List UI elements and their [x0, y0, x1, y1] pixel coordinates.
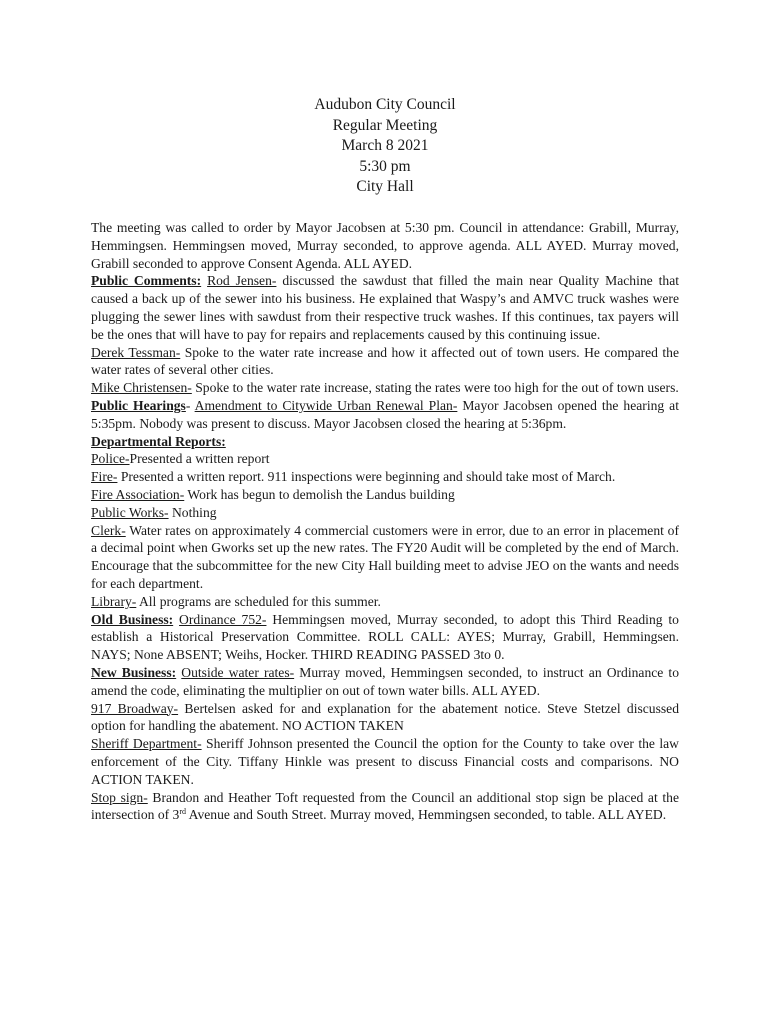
department-name: Library- [91, 593, 137, 609]
hearing-text: Mayor Jacobsen opened the hearing at 5:35pm. Nobody was present to discuss. Mayor Jacobsen closed the hearing at 5:36pm. [91, 397, 679, 431]
report-fire-association [91, 486, 679, 504]
department-name: Fire Association- [91, 486, 185, 502]
report-text: All programs are scheduled for this summer. [136, 593, 381, 609]
comment-text: Spoke to the water rate increase and how it affected out of town users. He compared the water rates of several other cities. [91, 344, 679, 378]
report-text: Work has begun to demolish the Landus building [184, 486, 455, 502]
hearing-item-label: Amendment to Citywide Urban Renewal Plan- [194, 397, 458, 413]
new-business-heading: New Business: [91, 664, 177, 680]
old-business-heading: Old Business: [91, 611, 174, 627]
public-hearings-paragraph [91, 397, 679, 433]
departmental-reports-heading-line [91, 433, 679, 451]
report-text: Presented a written report [129, 451, 270, 467]
business-item-text: Sheriff Johnson presented the Council the option for the County to take over the law enforcement of the City. Tiffany Hinkle was present to discuss Financial costs and comparisons. NO ACTION TAKEN. [91, 736, 679, 787]
new-business-item-label: Outside water rates- [181, 664, 295, 680]
council-title: Audubon City Council [314, 96, 456, 113]
report-text: Presented a written report. 911 inspections were beginning and should take most of March. [117, 469, 616, 485]
public-comment-1 [91, 272, 679, 343]
business-item-label: 917 Broadway- [91, 700, 179, 716]
new-business-sheriff [91, 735, 679, 788]
business-item-label: Sheriff Department- [91, 736, 202, 752]
departmental-reports-heading: Departmental Reports: [91, 433, 226, 449]
report-text: Nothing [168, 504, 217, 520]
new-business-917-broadway [91, 700, 679, 736]
commenter-name: Derek Tessman- [91, 344, 181, 360]
public-comment-3 [91, 379, 679, 397]
ordinal-suffix: rd [179, 807, 187, 817]
comment-text: Spoke to the water rate increase, stating the rates were too high for the out of town users. [191, 380, 679, 396]
new-business-paragraph [91, 664, 679, 700]
meeting-date: March 8 2021 [341, 137, 429, 155]
business-item-label: Stop sign- [91, 789, 148, 805]
old-business-item-label: Ordinance 752- [179, 611, 267, 627]
department-name: Fire- [91, 469, 118, 485]
report-clerk [91, 522, 679, 593]
document-header [0, 95, 770, 198]
report-library [91, 593, 679, 611]
public-comment-2 [91, 344, 679, 380]
meeting-time: 5:30 pm [359, 157, 411, 175]
report-text: Water rates on approximately 4 commercial customers were in error, due to an error in placement of a decimal point when Gworks set up the new rates. The FY20 Audit will be completed by the end of March. Encourage that the subcommittee for the new City Hall building meet to advise JEO on the wants and needs for each department. [91, 522, 679, 591]
meeting-location: City Hall [356, 178, 414, 196]
new-business-stop-sign [91, 789, 679, 825]
commenter-name: Rod Jensen- [207, 273, 277, 289]
report-police [91, 450, 679, 468]
department-name: Clerk- [91, 522, 126, 538]
old-business-text: Hemmingsen moved, Murray seconded, to adopt this Third Reading to establish a Historical Preservation Committee. ROLL CALL: AYES; Murray, Grabill, Hemmingsen. NAYS; None ABSENT; Weihs, Hocker. THIRD READING PASSED 3to 0. [91, 611, 679, 663]
department-name: Police- [91, 451, 130, 467]
stop-sign-text-after: Avenue and South Street. Murray moved, Hemmingsen seconded, to table. ALL AYED. [186, 807, 667, 823]
meeting-type: Regular Meeting [332, 116, 438, 134]
new-business-text: Murray moved, Hemmingsen seconded, to instruct an Ordinance to amend the code, eliminating the multiplier on out of town water bills. ALL AYED. [91, 664, 679, 698]
old-business-paragraph [91, 611, 679, 664]
commenter-name: Mike Christensen- [91, 380, 192, 396]
comment-text: discussed the sawdust that filled the main near Quality Machine that caused a back up of the sewer into his business. He explained that Waspy’s and AMVC truck washes were plugging the sewer lines with sawdust from their respective truck washes. If this continues, tax payers will be the ones that will have to pay for repairs and replacements caused by this continuing issue. [91, 273, 680, 342]
public-hearings-heading: Public Hearings [91, 397, 186, 413]
stop-sign-text-before: Brandon and Heather Toft requested from the Council an additional stop sign be placed at the intersection of 3 [91, 789, 679, 823]
report-public-works [91, 504, 679, 522]
business-item-text: Bertelsen asked for and explanation for the abatement notice. Steve Stetzel discussed option for handling the abatement. NO ACTION TAKEN [91, 700, 680, 734]
public-comments-heading: Public Comments: [91, 273, 202, 289]
department-name: Public Works- [91, 504, 169, 520]
report-fire [91, 468, 679, 486]
public-hearings-dash: - [185, 397, 191, 413]
minutes-body [91, 219, 679, 824]
opening-paragraph: The meeting was called to order by Mayor Jacobsen at 5:30 pm. Council in attendance: Grabill, Murray, Hemmingsen. Hemmingsen moved, Murray seconded, to approve agenda. ALL AYED. Murray moved, Grabill seconded to approve Consent Agenda. ALL AYED. [91, 220, 679, 271]
